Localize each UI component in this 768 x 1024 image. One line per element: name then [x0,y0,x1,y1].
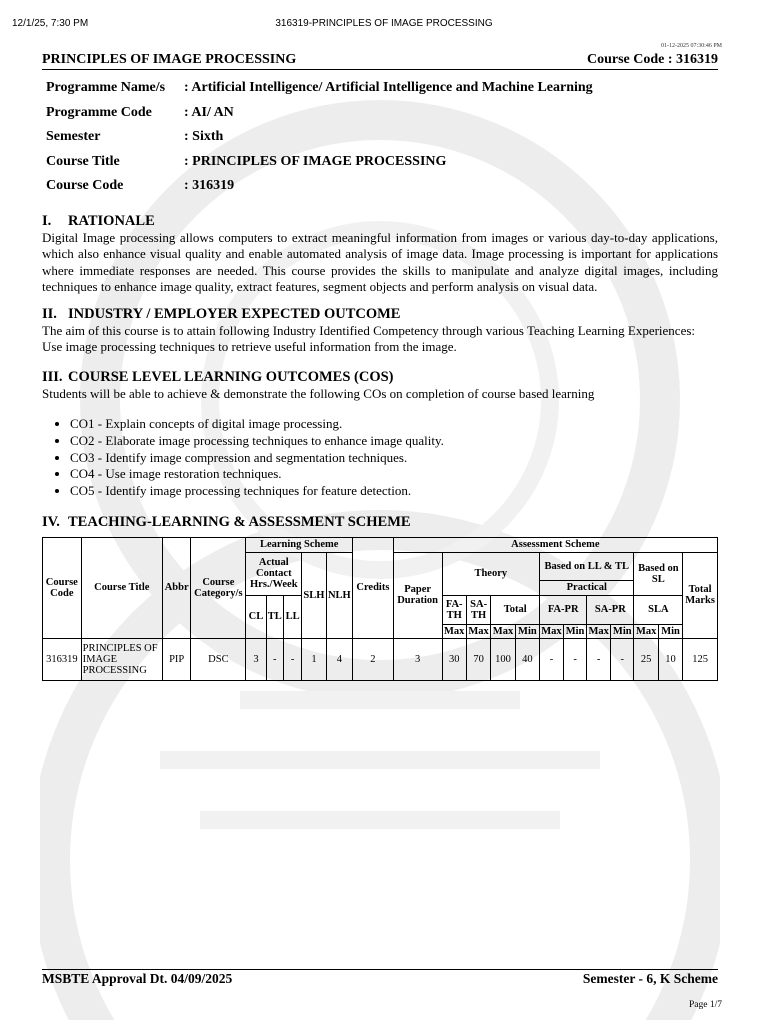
th-sa-th: SA-TH [466,595,490,624]
info-value: : 316319 [184,178,235,193]
section-rationale [42,213,718,296]
cell-cl: 3 [246,638,266,680]
info-label: Programme Name/s [46,80,166,95]
rationale-text: Digital Image processing allows computers to extract meaningful information from images or various day-to-day applications, which also enhance visual quality and enable automated analysis of image data. Image processing is important for applications where immediate responses are needed. This course provides the skills to manipulate and analyze digital images, including techniques to enhance image quality, extract features, segment objects and perform analysis on visual data. [42,229,718,294]
document-page [42,52,718,681]
th-max: Max [541,625,562,637]
th-abbr: Abbr [162,537,190,638]
th-max: Max [468,625,489,637]
section-heading: I. RATIONALE [42,212,155,229]
th-total-marks: Total Marks [683,552,718,638]
th-fa-pr: FA-PR [540,595,587,624]
th-course-title: Course Title [81,537,162,638]
cell-course-title: PRINCIPLES OF IMAGE PROCESSING [81,638,162,680]
industry-competency-text: Use image processing techniques to retrieve useful information from the image. [42,339,457,354]
cell-fa-th-max: 30 [442,638,466,680]
document-header [42,52,718,70]
section-scheme [42,514,718,681]
th-theory: Theory [442,552,540,595]
footer-approval: MSBTE Approval Dt. 04/09/2025 [42,971,233,986]
th-cl: CL [246,595,266,638]
info-row [46,129,718,154]
cell-paper-duration: 3 [393,638,442,680]
co-item: • CO3 - Identify image compression and segmentation techniques. [70,450,718,467]
cell-total-marks: 125 [683,638,718,680]
info-row [46,178,718,203]
co-item: • CO2 - Elaborate image processing techniques to enhance image quality. [70,433,718,450]
th-slh: SLH [302,552,326,638]
th-course-category: Course Category/s [191,537,246,638]
footer-semester: Semester - 6, K Scheme [582,971,718,986]
th-sla: SLA [634,595,683,624]
page-number: Page 1/7 [689,1000,722,1010]
info-row [46,105,718,130]
th-practical: Practical [540,580,634,595]
th-learning-scheme: Learning Scheme [246,537,353,552]
co-item: • CO5 - Identify image processing techniques for feature detection. [70,483,718,500]
th-max: Max [635,625,657,637]
info-value: : PRINCIPLES OF IMAGE PROCESSING [184,153,447,169]
th-nlh: NLH [326,552,352,638]
cell-fa-pr-max: - [540,638,564,680]
industry-aim-text: The aim of this course is to attain following Industry Identified Competency through various Teaching Learning Experiences: [42,322,696,338]
th-based-ll-tl: Based on LL & TL [540,552,634,580]
section-heading: II. INDUSTRY / EMPLOYER EXPECTED OUTCOME [42,305,401,322]
cell-slh: 1 [302,638,326,680]
cell-category: DSC [191,638,246,680]
cell-total-max: 100 [491,638,515,680]
cell-ll: - [283,638,301,680]
th-max: Max [444,625,465,637]
header-course-name: PRINCIPLES OF IMAGE PROCESSING [42,52,297,67]
th-paper-duration: Paper Duration [393,552,442,638]
th-tl: TL [266,595,283,638]
co-item: • CO1 - Explain concepts of digital image processing. [70,416,718,433]
th-max: Max [492,625,514,637]
scheme-table [42,537,718,681]
cell-sla-max: 25 [634,638,658,680]
table-row [43,638,718,680]
cell-abbr: PIP [162,638,190,680]
print-datetime: 12/1/25, 7:30 PM [12,18,89,29]
info-value: : AI/ AN [184,104,234,120]
th-min: Min [515,624,539,638]
co-list [42,416,718,500]
print-title: 316319-PRINCIPLES OF IMAGE PROCESSING [275,18,493,29]
section-heading: III. COURSE LEVEL LEARNING OUTCOMES (COS) [42,368,394,385]
cell-fa-pr-min: - [563,638,586,680]
th-credits: Credits [353,537,394,638]
info-row [46,154,718,179]
th-min: Min [658,624,682,638]
th-assessment-scheme: Assessment Scheme [393,537,717,552]
th-actual-contact: Actual Contact Hrs./Week [246,552,302,595]
th-sa-pr: SA-PR [587,595,634,624]
cell-sa-th-max: 70 [466,638,490,680]
cell-total-min: 40 [515,638,539,680]
cell-nlh: 4 [326,638,352,680]
th-ll: LL [283,595,301,638]
section-heading: IV. TEACHING-LEARNING & ASSESSMENT SCHEME [42,513,411,530]
cell-credits: 2 [353,638,394,680]
cell-tl: - [266,638,283,680]
section-course-outcomes [42,369,718,500]
co-item: • CO4 - Use image restoration techniques. [70,466,718,483]
th-total: Total [491,595,540,624]
cell-course-code: 316319 [43,638,82,680]
info-value: : Sixth [184,129,224,144]
info-label: Course Title [46,153,120,169]
course-info [42,80,718,203]
th-course-code: Course Code [43,537,82,638]
info-label: Semester [46,129,101,144]
generated-timestamp: 01-12-2025 07:30:46 PM [660,43,722,49]
info-value: : Artificial Intelligence/ Artificial Intelligence and Machine Learning [184,80,593,95]
header-course-code: Course Code : 316319 [586,52,718,67]
th-based-sl: Based on SL [634,552,683,595]
th-min: Min [611,624,634,638]
th-min: Min [563,624,586,638]
cos-intro: Students will be able to achieve & demonstrate the following COs on completion of course based learning [42,385,595,401]
info-label: Course Code [46,178,124,193]
info-label: Programme Code [46,104,152,120]
section-industry-outcome [42,306,718,356]
document-footer [42,969,718,987]
cell-sla-min: 10 [658,638,682,680]
cell-sa-pr-max: - [587,638,611,680]
info-row [46,80,718,105]
cell-sa-pr-min: - [611,638,634,680]
th-fa-th: FA-TH [442,595,466,624]
th-max: Max [588,625,609,637]
